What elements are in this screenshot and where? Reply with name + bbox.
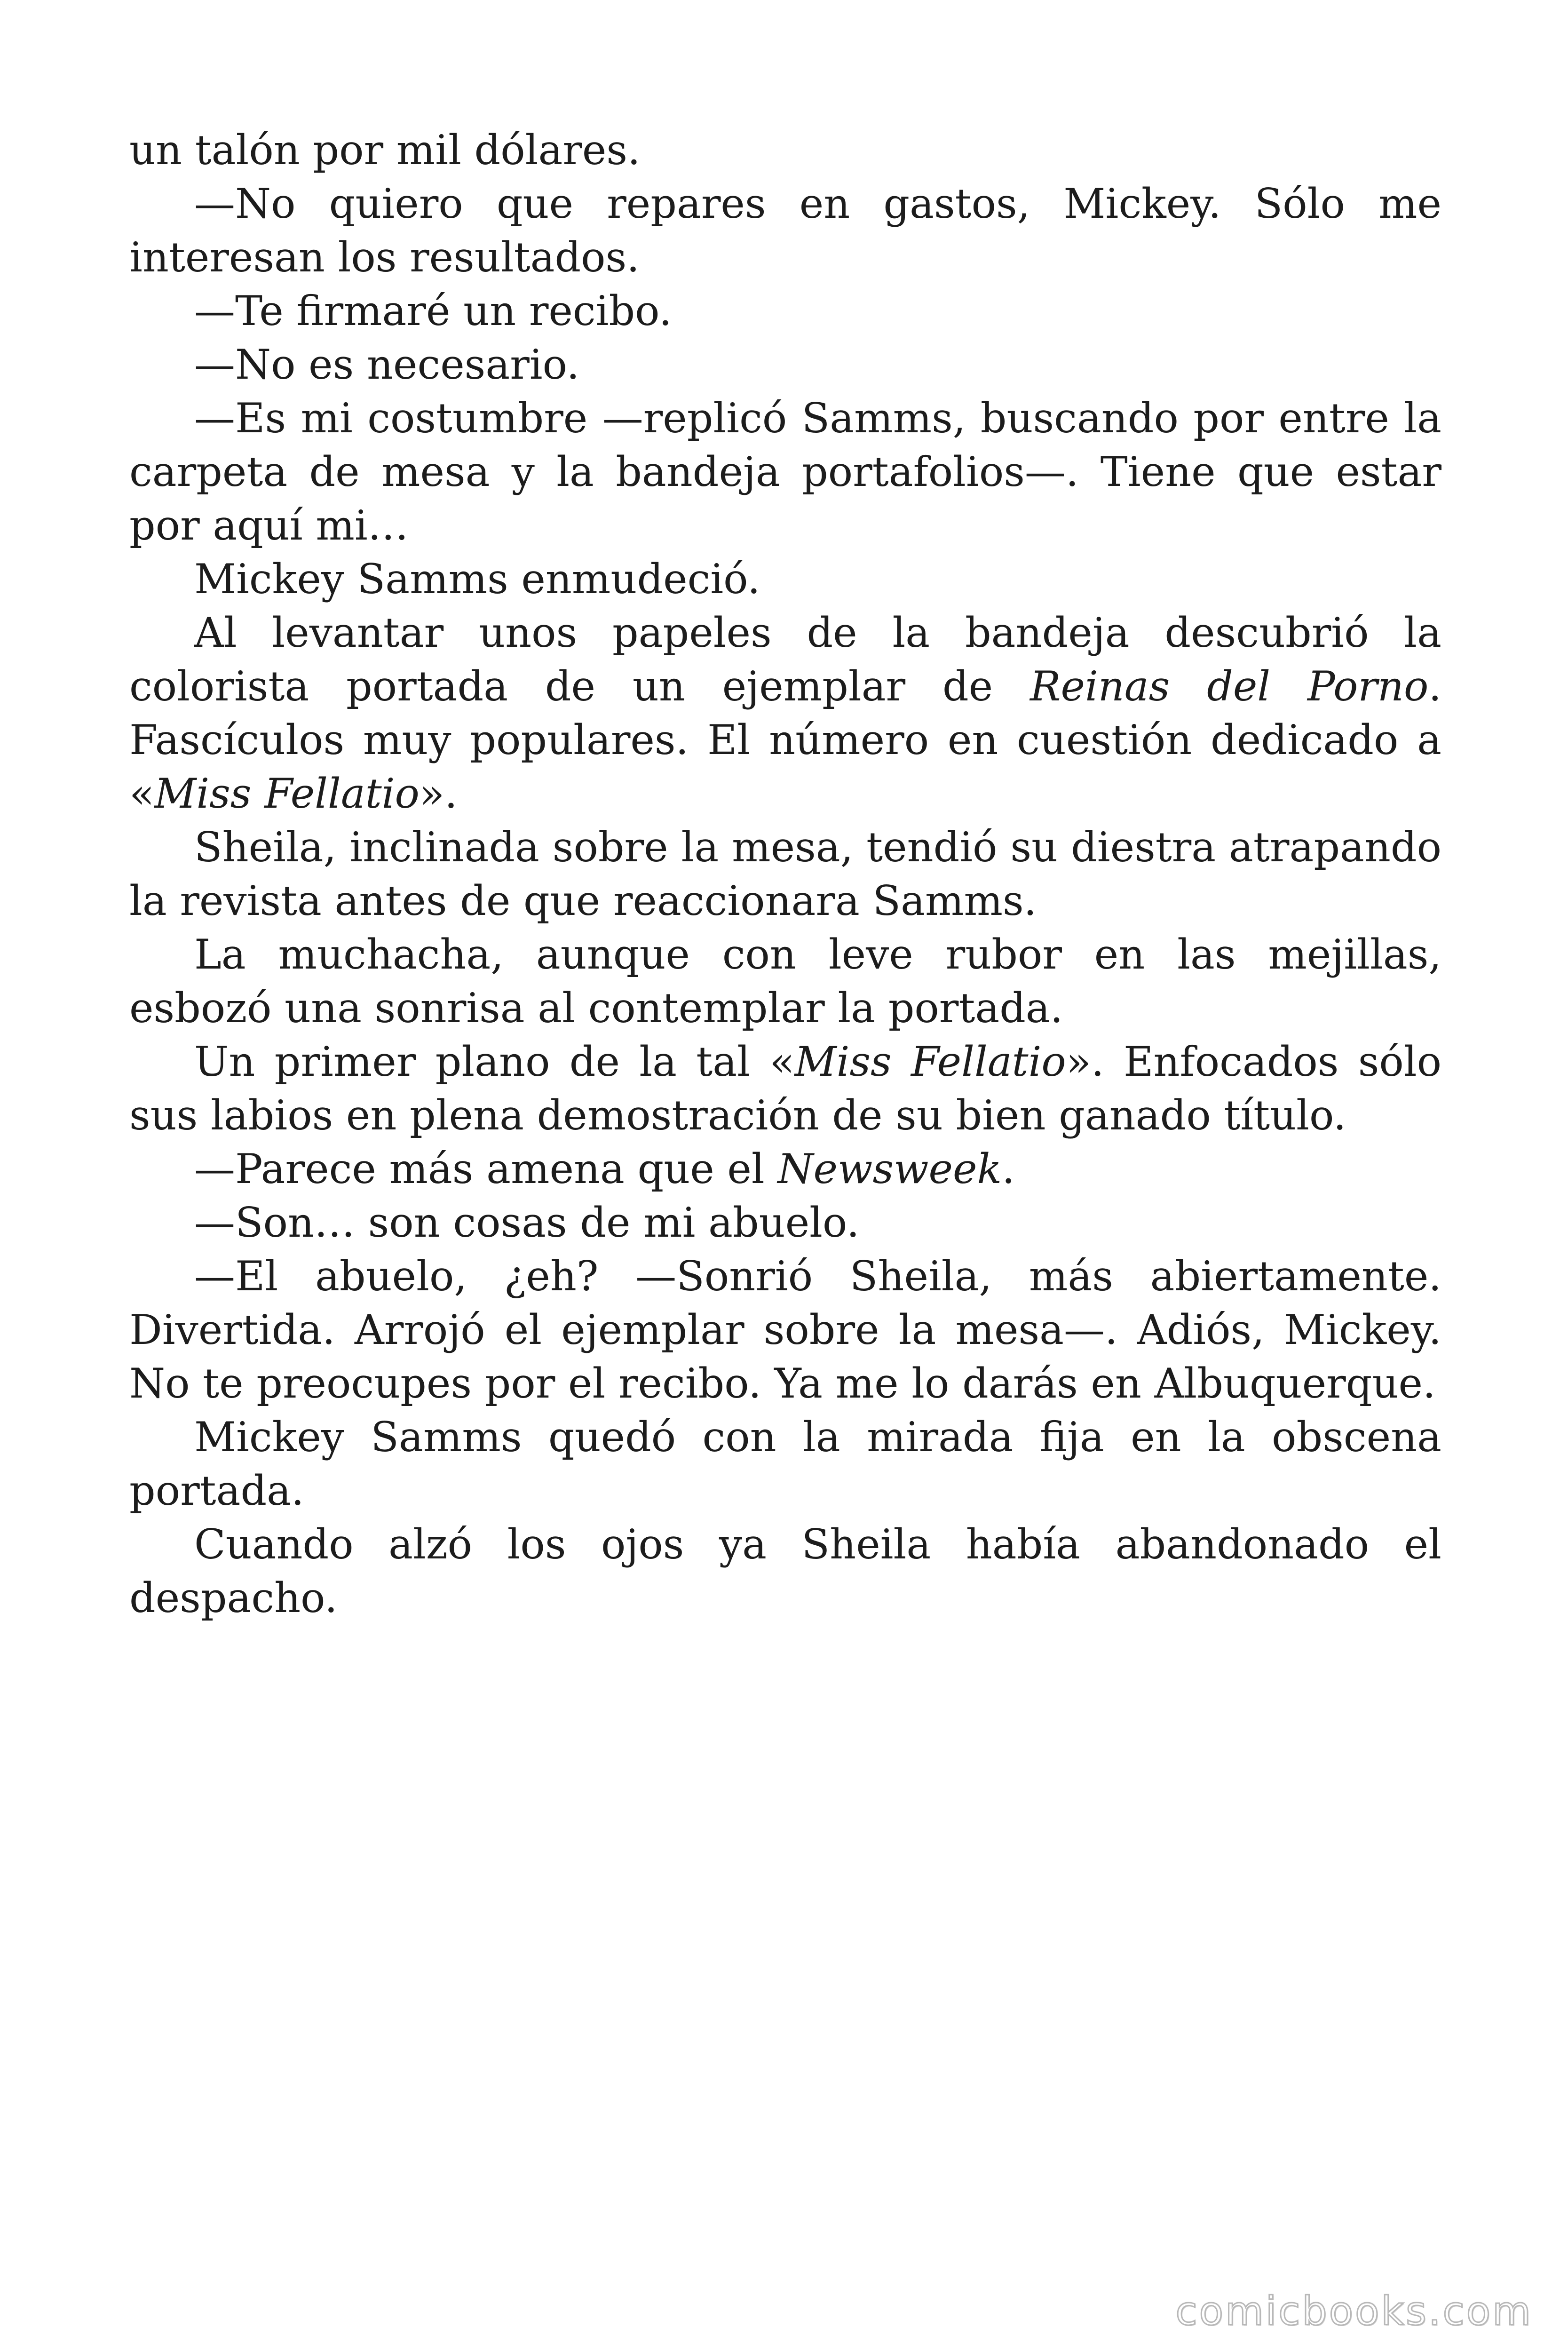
paragraph-6: Mickey Samms enmudeció. — [194, 555, 760, 603]
watermark-logo: comicbooks.com — [1175, 2288, 1533, 2334]
paragraph-3: —Te firmaré un recibo. — [194, 287, 672, 335]
issue-title-repeat: Miss Fellatio — [794, 1038, 1066, 1086]
paragraph-4: —No es necesario. — [194, 341, 580, 389]
paragraph-13: —El abuelo, ¿eh? —Sonrió Sheila, más abiertamente. Divertida. Arrojó el ejemplar sobre la mesa—. Adiós, Mickey. No te preocupes por el recibo. Ya me lo darás en Albuquerque. — [129, 1252, 1441, 1407]
paragraph-5: —Es mi costumbre —replicó Samms, buscando por entre la carpeta de mesa y la bandeja portafolios—. Tiene que estar por aquí mi… — [129, 394, 1441, 549]
paragraph-1: un talón por mil dólares. — [129, 126, 641, 174]
paragraph-9: La muchacha, aunque con leve rubor en las mejillas, esbozó una sonrisa al contemplar la portada. — [129, 930, 1441, 1032]
magazine-title: Reinas del Porno — [1029, 662, 1429, 710]
paragraph-7 — [129, 606, 1441, 820]
paragraph-12: —Son… son cosas de mi abuelo. — [194, 1199, 860, 1247]
issue-title: Miss Fellatio — [154, 770, 420, 818]
paragraph-11-part-c: . — [1002, 1145, 1015, 1193]
paragraph-7-part-c: . Fascículos muy populares. El número en cuestión dedicado a « — [129, 662, 1441, 818]
paragraph-15: Cuando alzó los ojos ya Sheila había abandonado el despacho. — [129, 1520, 1441, 1622]
paragraph-7-part-e: ». — [419, 770, 458, 818]
page-body-text — [129, 123, 1441, 1625]
paragraph-10-part-a: Un primer plano de la tal « — [194, 1038, 795, 1086]
paragraph-11-part-a: —Parece más amena que el — [194, 1145, 778, 1193]
newsweek-title: Newsweek — [777, 1145, 1002, 1193]
paragraph-7-part-a: Al levantar unos papeles de la bandeja descubrió la colorista portada de un ejemplar de — [129, 609, 1441, 710]
paragraph-8: Sheila, inclinada sobre la mesa, tendió su diestra atrapando la revista antes de que reaccionara Samms. — [129, 823, 1441, 925]
paragraph-10 — [129, 1035, 1441, 1142]
paragraph-2: —No quiero que repares en gastos, Mickey. Sólo me interesan los resultados. — [129, 180, 1441, 281]
paragraph-11 — [129, 1142, 1441, 1196]
paragraph-14: Mickey Samms quedó con la mirada fija en la obscena portada. — [129, 1413, 1441, 1515]
paragraph-10-part-c: ». Enfocados sólo sus labios en plena demostración de su bien ganado título. — [129, 1038, 1441, 1139]
